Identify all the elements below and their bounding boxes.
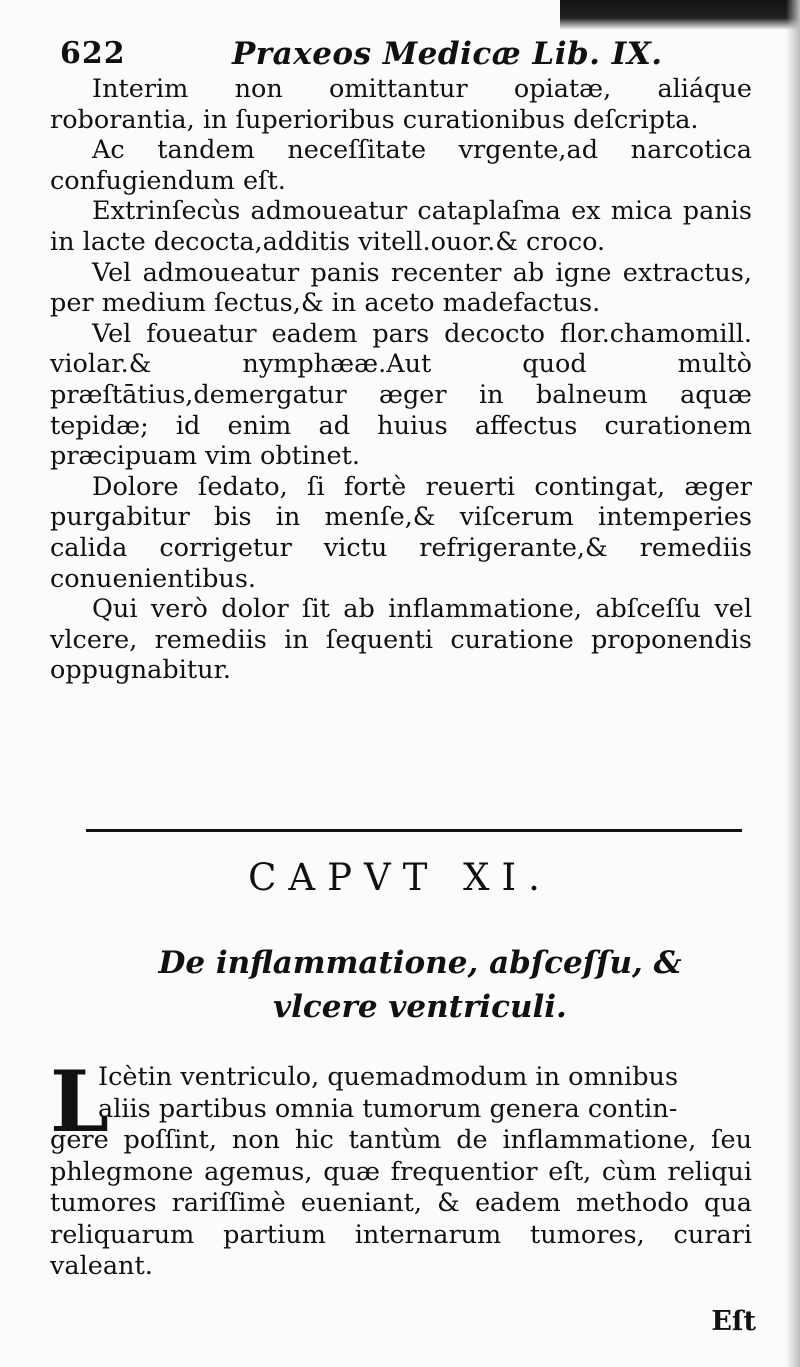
- paragraph: Vel foueatur eadem pars decocto flor.chamomill. violar.& nymphææ.Aut quod multò præſtātius,demergatur æger in balneum aquæ tepidæ; id enim ad huius affectus curationem præcipuam vim obtinet.: [50, 318, 752, 472]
- chapter-title: CAPVT XI.: [248, 856, 552, 899]
- chapter-line: gere poſſint, non hic tantùm de inflammatione, ſeu phlegmone agemus, quæ frequentior eſt, cùm reliqui tumores rariſſimè eueniant, & eadem methodo qua reliquarum partium internarum tumores, curari valeant.: [50, 1125, 752, 1281]
- paragraph: Interim non omittantur opiatæ, aliáque roborantia, in ſuperioribus curationibus deſcripta.: [50, 74, 752, 135]
- chapter-line: Icètin ventriculo, quemadmodum in omnibus: [98, 1062, 679, 1092]
- page-header: [60, 36, 720, 76]
- paragraph: Extrinſecùs admoueatur cataplaſma ex mica panis in lacte decocta,additis vitell.ouor.& croco.: [50, 196, 752, 257]
- page-edge-shadow-right: [786, 0, 800, 1367]
- paragraph: Ac tandem neceſſitate vrgente,ad narcotica confugiendum eſt.: [50, 135, 752, 196]
- running-title: Praxeos Medicæ Lib. IX.: [232, 36, 663, 72]
- page-edge-shadow-top: [560, 0, 800, 30]
- drop-cap: L: [50, 1052, 110, 1151]
- chapter-text: [50, 1052, 752, 1283]
- paragraph: Qui verò dolor ſit ab inflammatione, abſceſſu vel vlcere, remediis in ſequenti curatione proponendis oppugnabitur.: [50, 594, 752, 686]
- body-text: [50, 74, 752, 686]
- paragraph: Dolore ſedato, ſi fortè reuerti contingat, æger purgabitur bis in menſe,& viſcerum intemperies calida corrigetur victu refrigerante,& remediis conuenientibus.: [50, 471, 752, 594]
- chapter-line: aliis partibus omnia tumorum genera contin-: [98, 1093, 678, 1124]
- catchword: Eſt: [711, 1306, 756, 1337]
- section-divider-rule: [86, 829, 742, 832]
- page-number: 622: [60, 36, 126, 71]
- paragraph: Vel admoueatur panis recenter ab igne extractus, per medium ſectus,& in aceto madefactus.: [50, 257, 752, 319]
- chapter-subtitle: De inflammatione, abſceſſu, & vlcere ventriculi.: [158, 945, 682, 1025]
